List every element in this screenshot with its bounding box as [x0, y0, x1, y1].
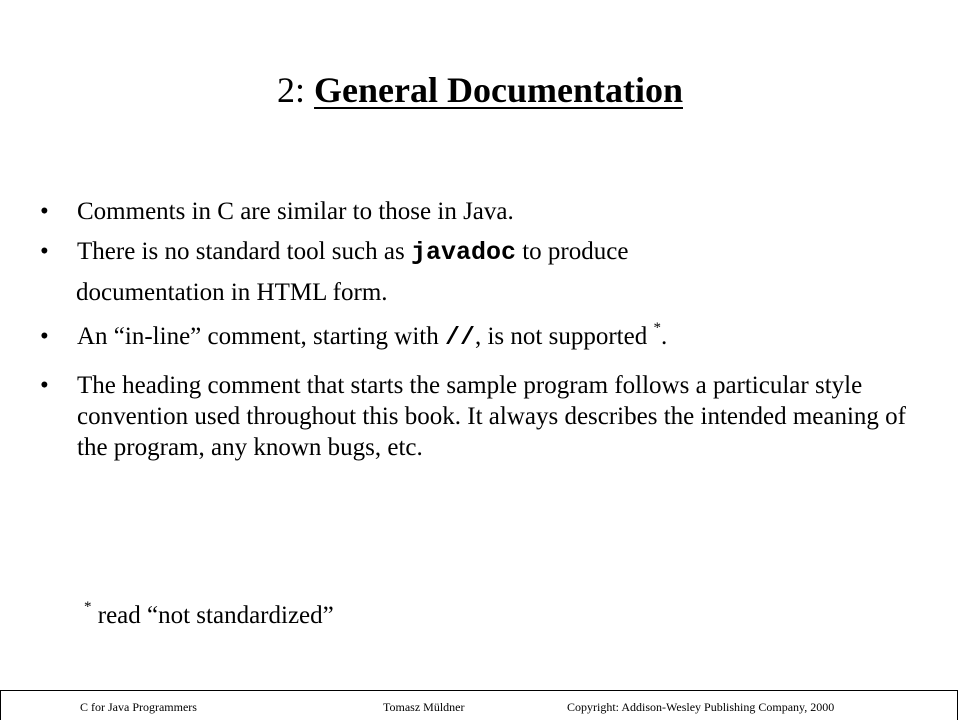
slide-title — [0, 68, 960, 112]
code-double-slash: // — [444, 323, 475, 352]
footnote-marker: * — [653, 320, 661, 336]
bullet-continuation: documentation in HTML form. — [76, 279, 388, 306]
bullet-text-after: , is not supported — [474, 323, 654, 350]
footnote — [84, 598, 334, 634]
bullet-item-javadoc — [40, 232, 930, 313]
footnote-text: read “not standardized” — [91, 602, 334, 629]
bullet-text: An “in-line” comment, starting with — [77, 323, 445, 350]
bullet-text: There is no standard tool such as — [77, 238, 411, 265]
footer-author: Tomasz Müldner — [383, 700, 465, 714]
bullet-dot: • — [40, 323, 49, 350]
bullet-dot: • — [40, 238, 49, 265]
bullet-dot: • — [40, 372, 49, 399]
footer-copyright: Copyright: Addison-Wesley Publishing Company, 2000 — [567, 700, 835, 714]
title-main: General Documentation — [314, 70, 683, 110]
bullet-dot: • — [40, 198, 49, 225]
footer-divider — [0, 690, 958, 691]
bullet-text-after: to produce — [515, 238, 629, 265]
footer-course-title: C for Java Programmers — [80, 700, 197, 714]
bullet-text: Comments in C are similar to those in Java. — [77, 198, 514, 225]
code-javadoc: javadoc — [410, 238, 516, 267]
bullet-text: The heading comment that starts the sample program follows a particular style convention used throughout this book. It always describes the intended meaning of the program, any known bugs, etc. — [77, 372, 906, 461]
bullet-list — [40, 192, 930, 463]
bullet-text-end: . — [660, 323, 668, 350]
bullet-item-heading-comment — [40, 370, 930, 463]
title-prefix: 2: — [277, 70, 315, 110]
bullet-item-comments — [40, 192, 930, 232]
bullet-item-inline-comment — [40, 317, 930, 358]
footnote-marker: * — [84, 599, 92, 615]
